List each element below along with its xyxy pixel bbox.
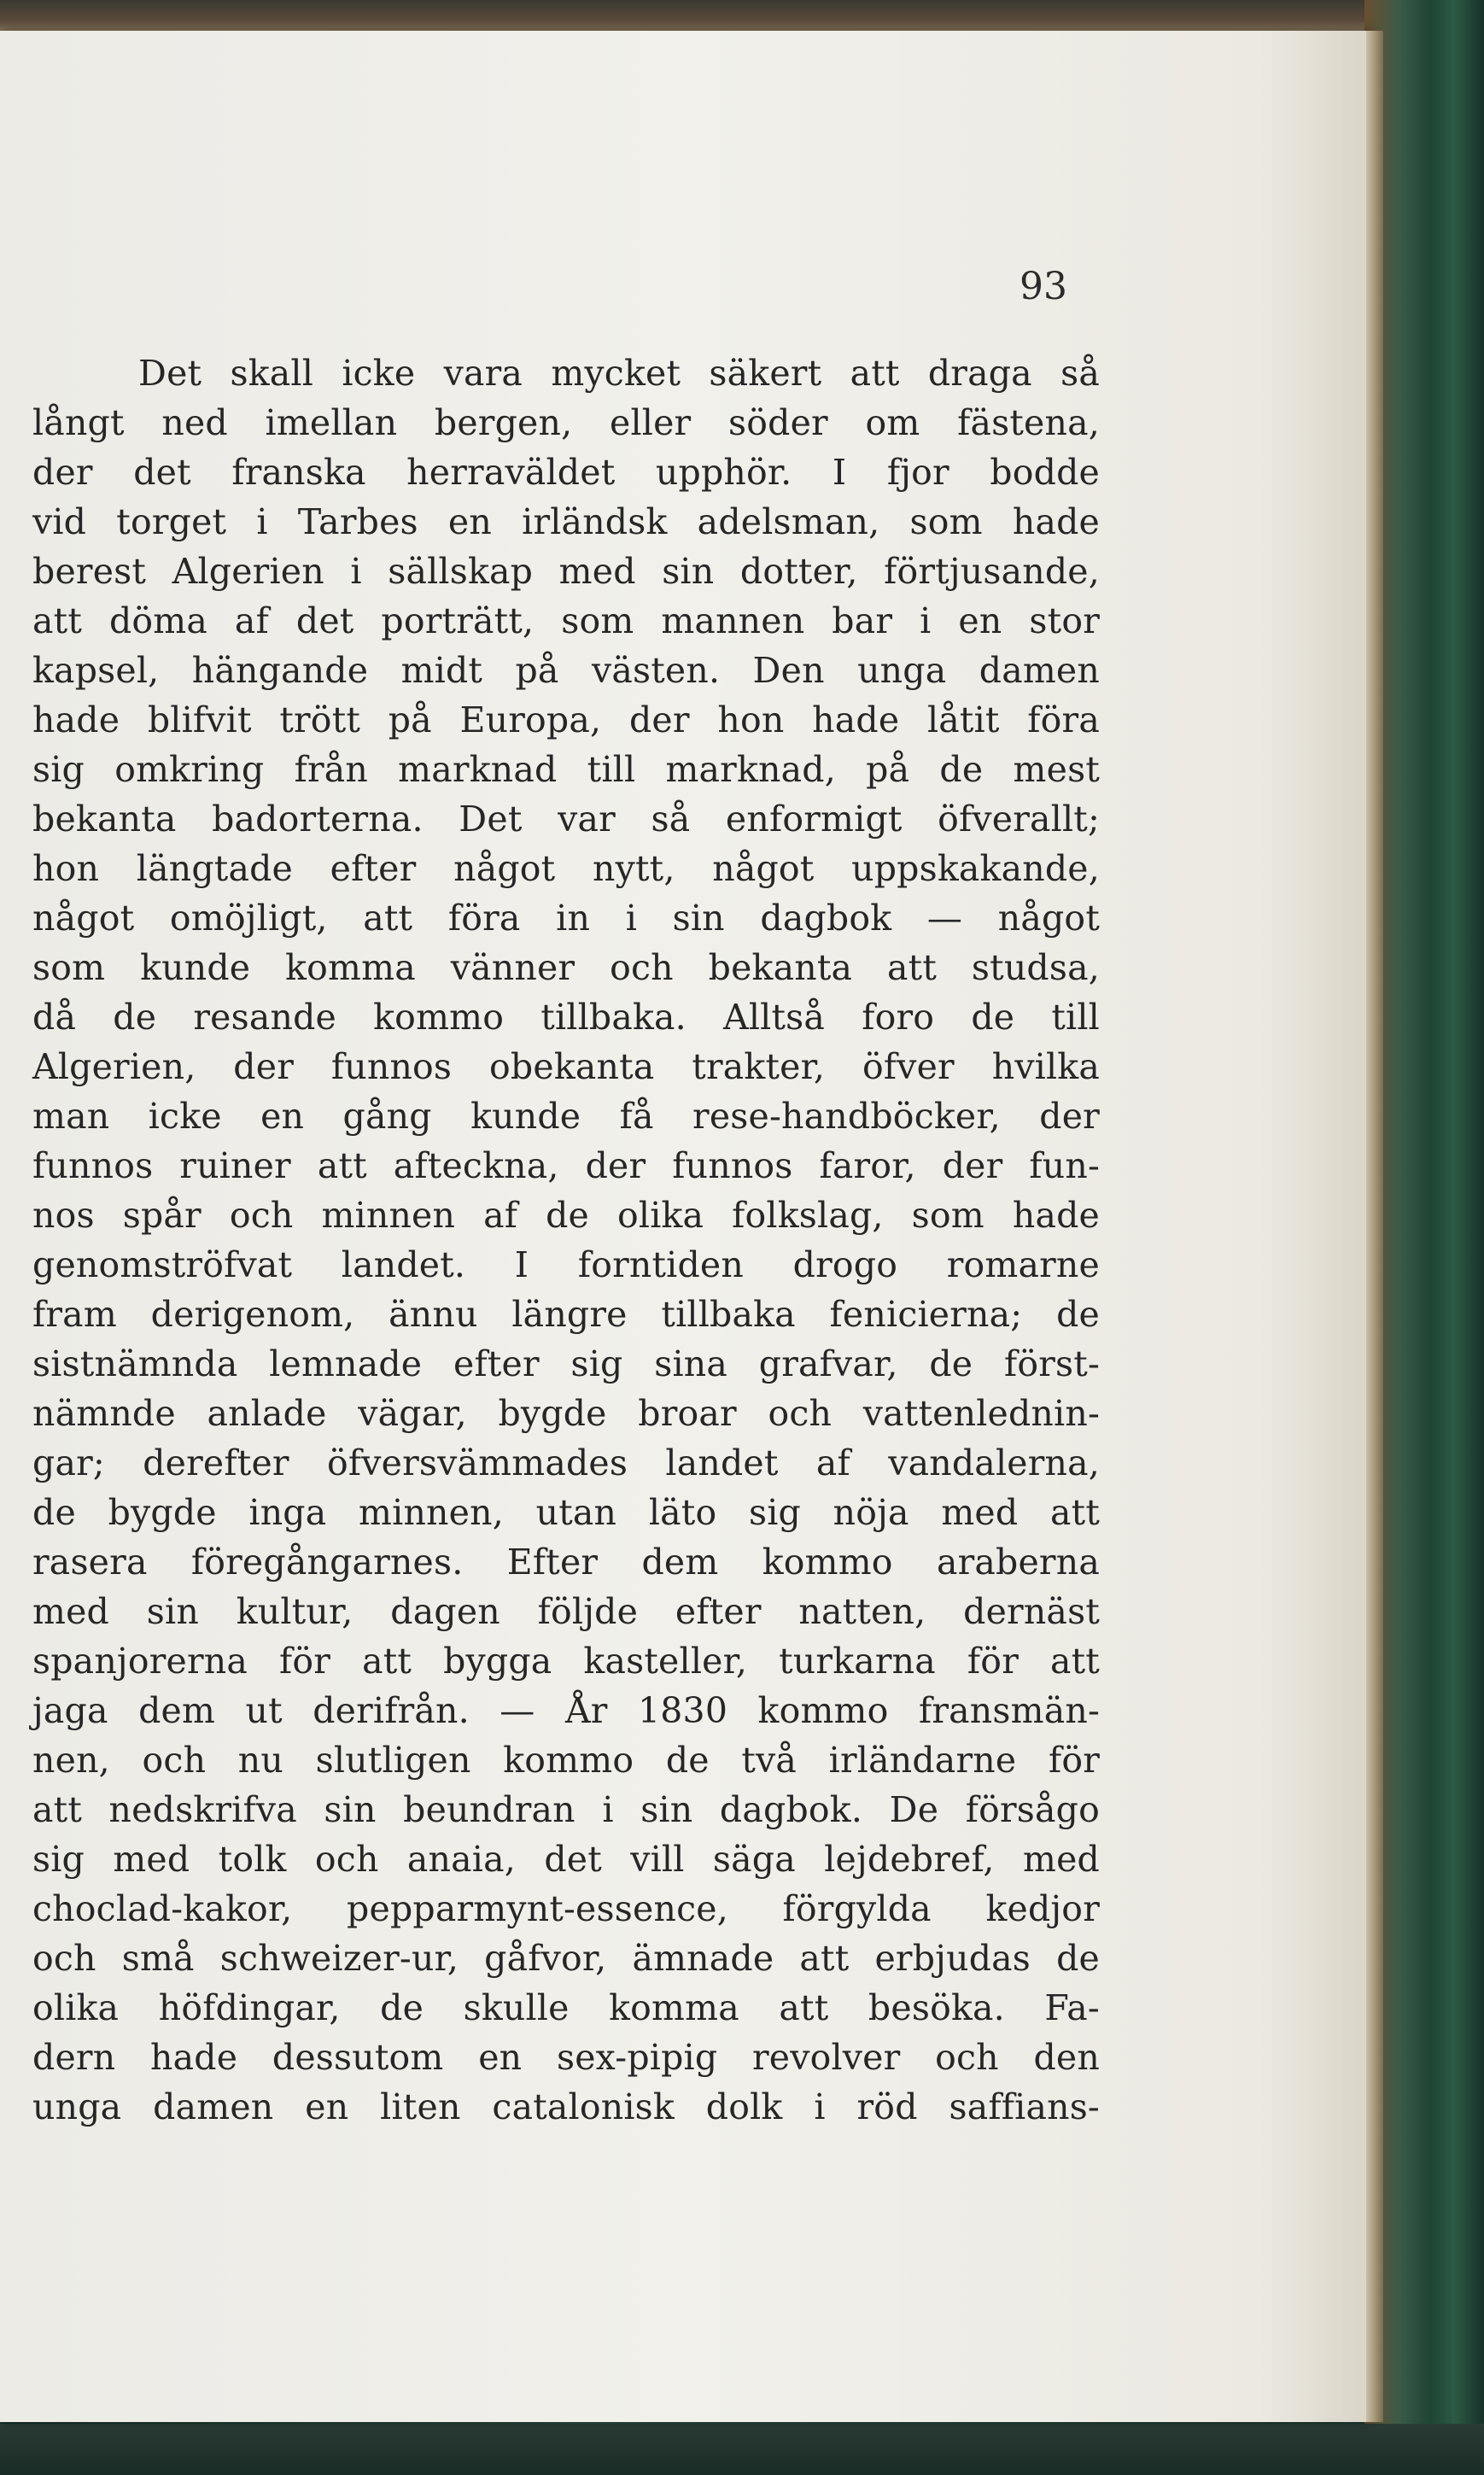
text-line: berest Algerien i sällskap med sin dotter, förtjusande, (32, 551, 1100, 592)
text-line: olika höfdingar, de skulle komma att besöka. Fa- (32, 1987, 1100, 2028)
text-line: och små schweizer-ur, gåfvor, ämnade att erbjudas de (32, 1938, 1100, 1979)
text-line: då de resande kommo tillbaka. Alltså foro de till (32, 997, 1100, 1038)
text-line: choclad-kakor, pepparmynt-essence, förgylda kedjor (32, 1888, 1100, 1929)
text-line: kapsel, hängande midt på västen. Den unga damen (32, 650, 1100, 691)
text-line: funnos ruiner att afteckna, der funnos faror, der fun- (32, 1145, 1100, 1186)
text-line: man icke en gång kunde få rese-handböcker, der (32, 1096, 1100, 1137)
text-line: något omöjligt, att föra in i sin dagbok — något (32, 898, 1100, 939)
text-line: unga damen en liten catalonisk dolk i röd saffians- (32, 2086, 1100, 2127)
text-line: jaga dem ut derifrån. — År 1830 kommo fransmän- (32, 1690, 1100, 1731)
text-line: rasera föregångarnes. Efter dem kommo araberna (32, 1542, 1100, 1583)
book-top-edge (0, 0, 1484, 34)
body-text (32, 348, 1100, 2132)
book-page (0, 31, 1370, 2422)
text-line: spanjorerna för att bygga kasteller, turkarna för att (32, 1641, 1100, 1682)
book-bottom-edge (0, 2424, 1484, 2475)
text-line: som kunde komma vänner och bekanta att studsa, (32, 947, 1100, 988)
text-line: bekanta badorterna. Det var så enformigt öfverallt; (32, 799, 1100, 840)
text-line: långt ned imellan bergen, eller söder om fästena, (32, 402, 1100, 443)
text-line: der det franska herraväldet upphör. I fjor bodde (32, 452, 1100, 493)
text-line: sistnämnda lemnade efter sig sina grafvar, de först- (32, 1343, 1100, 1384)
text-line: med sin kultur, dagen följde efter natten, dernäst (32, 1591, 1100, 1632)
text-line: sig omkring från marknad till marknad, på de mest (32, 749, 1100, 790)
text-line: nen, och nu slutligen kommo de två irländarne för (32, 1740, 1100, 1781)
text-line: vid torget i Tarbes en irländsk adelsman, som hade (32, 501, 1100, 542)
text-line: att döma af det porträtt, som mannen bar i en stor (32, 600, 1100, 641)
text-line: Algerien, der funnos obekanta trakter, öfver hvilka (32, 1046, 1100, 1087)
text-line: hade blifvit trött på Europa, der hon hade låtit föra (32, 699, 1100, 740)
text-line: genomströfvat landet. I forntiden drogo romarne (32, 1244, 1100, 1285)
text-line: dern hade dessutom en sex-pipig revolver och den (32, 2037, 1100, 2078)
page-edge (1366, 31, 1383, 2422)
text-line: de bygde inga minnen, utan läto sig nöja med att (32, 1492, 1100, 1533)
text-line: nos spår och minnen af de olika folkslag, som hade (32, 1195, 1100, 1236)
text-line: gar; derefter öfversvämmades landet af vandalerna, (32, 1442, 1100, 1483)
text-line: Det skall icke vara mycket säkert att draga så (138, 353, 1100, 394)
text-line: sig med tolk och anaia, det vill säga lejdebref, med (32, 1839, 1100, 1880)
text-line: att nedskrifva sin beundran i sin dagbok. De försågo (32, 1789, 1100, 1830)
page-number: 93 (1020, 265, 1067, 308)
text-line: fram derigenom, ännu längre tillbaka fenicierna; de (32, 1294, 1100, 1335)
text-line: nämnde anlade vägar, bygde broar och vattenlednin- (32, 1393, 1100, 1434)
text-line: hon längtade efter något nytt, något uppskakande, (32, 848, 1100, 889)
